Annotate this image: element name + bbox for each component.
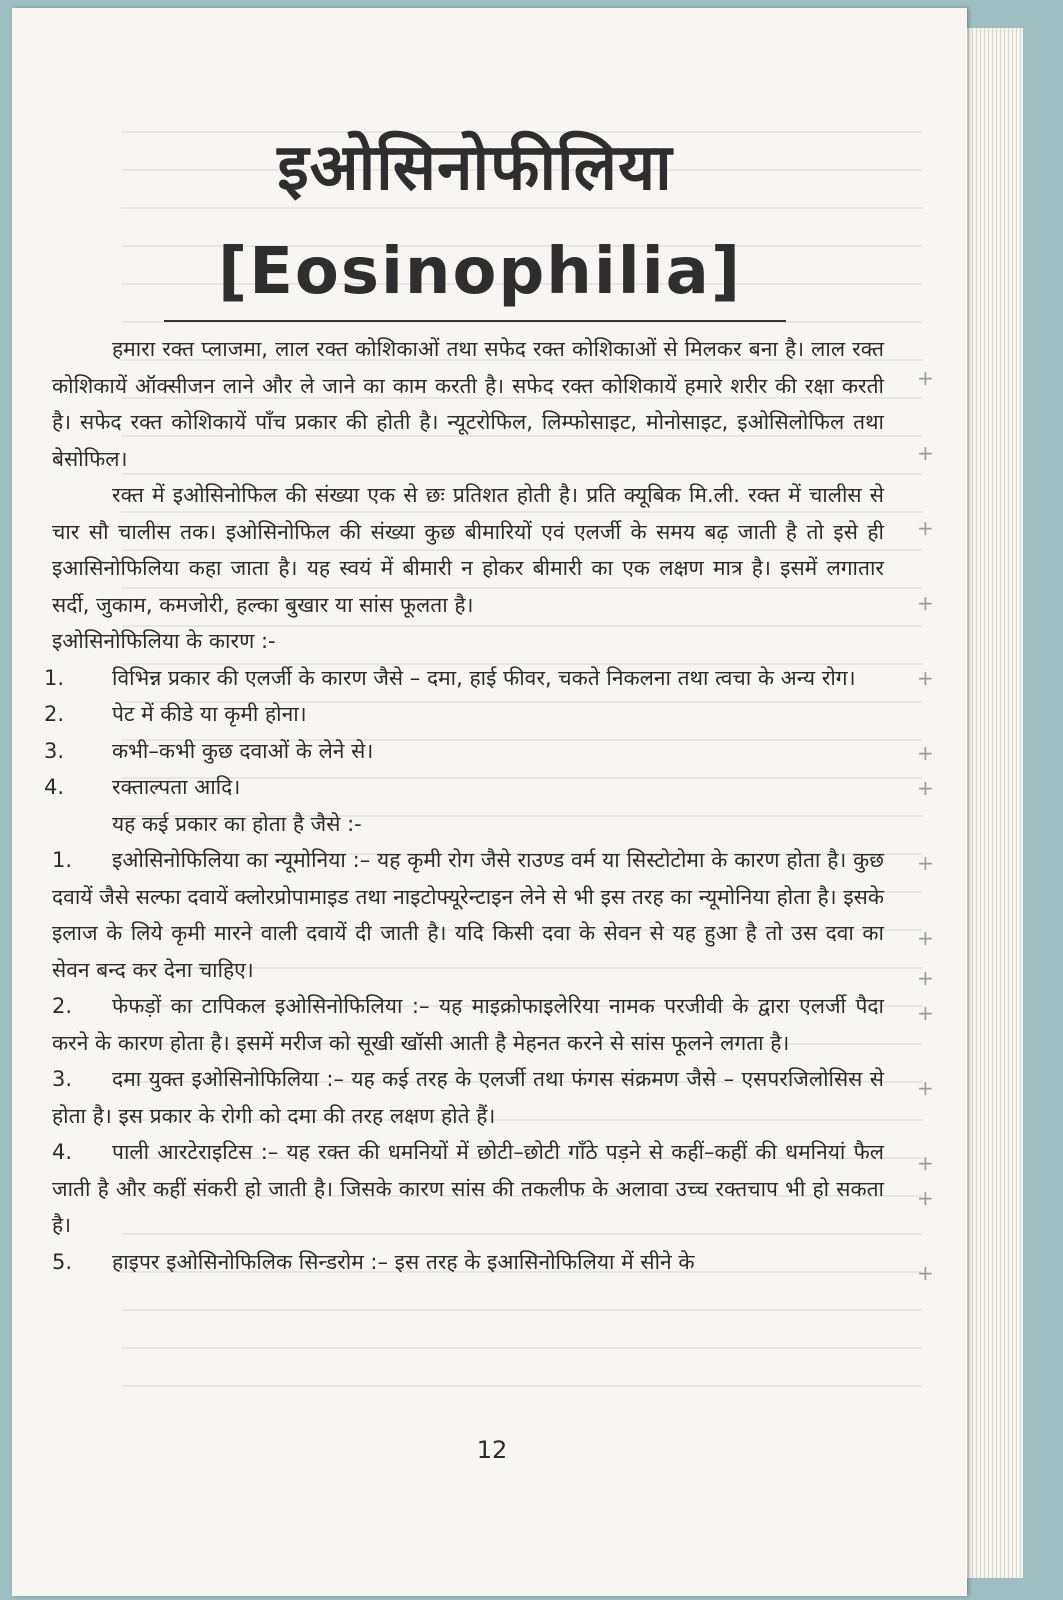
registration-mark: + (917, 1186, 934, 1210)
registration-mark: + (917, 1001, 934, 1025)
item-text: पाली आरटेराइटिस :– यह रक्त की धमनियों में छोटी–छोटी गाँठे पड़ने से कहीं–कहीं की धमनियां फैल जाती है और कहीं संकरी हो जाती है। जिसके कारण सांस की तकलीफ के अलावा उच्च रक्तचाप भी हो सकता है। (52, 1140, 884, 1237)
registration-mark: + (917, 666, 934, 690)
item-text: पेट में कीडे या कृमी होना। (112, 702, 307, 726)
registration-mark: + (917, 441, 934, 465)
item-number: 1. (44, 665, 65, 690)
registration-mark: + (917, 366, 934, 390)
item-text: इओसिनोफिलिया का न्यूमोनिया :– यह कृमी रोग जैसे राउण्ड वर्म या सिस्टोटोमा के कारण होता है। कुछ दवायें जैसे सल्फा दवायें क्लोरप्रोपामाइड तथा नाइटोफ्यूरेन्टाइन लेने से भी इस तरह का न्यूमोनिया होता है। इसके इलाज के लिये कृमी मारने वाली दवायें दी जाती है। यदि किसी दवा के सेवन से यह हुआ है तो उस दवा का सेवन बन्द कर देना चाहिए। (52, 848, 884, 982)
page-number: 12 (476, 1436, 508, 1464)
title-underline (164, 320, 786, 322)
registration-mark: + (917, 851, 934, 875)
item-text: कभी–कभी कुछ दवाओं के लेने से। (112, 738, 374, 763)
item-text: हाइपर इओसिनोफिलिक सिन्डरोम :– इस तरह के इआसिनोफिलिया में सीने के (112, 1249, 695, 1274)
page-title-hindi: इओसिनोफीलिया (277, 131, 673, 205)
registration-mark: + (917, 591, 934, 615)
list-item (44, 660, 884, 697)
list-item (52, 1134, 884, 1244)
page-edges (960, 28, 1023, 1578)
item-text: विभिन्न प्रकार की एलर्जी के कारण जैसे – दमा, हाई फीवर, चकते निकलना तथा त्वचा के अन्य रोग। (112, 665, 856, 690)
registration-mark: + (917, 966, 934, 990)
item-text: दमा युक्त इओसिनोफिलिया :– यह कई तरह के एलर्जी तथा फंगस संक्रमण जैसे – एसपरजिलोसिस से होता है। इस प्रकार के रोगी को दमा की तरह लक्षण होते हैं। (52, 1067, 884, 1128)
book-page (12, 8, 967, 1596)
list-item (44, 696, 884, 733)
intro-paragraph: हमारा रक्त प्लाजमा, लाल रक्त कोशिकाओं तथा सफेद रक्त कोशिकाओं से मिलकर बना है। लाल रक्त कोशिकायें ऑक्सीजन लाने और ले जाने का काम करती है। सफेद रक्त कोशिकायें हमारे शरीर की रक्षा करती है। सफेद रक्त कोशिकायें पाँच प्रकार की होती है। न्यूटरोफिल, लिम्फोसाइट, मोनोसाइट, इओसिलोफिल तथा बेसोफिल। (52, 337, 884, 471)
types-list (52, 842, 884, 1280)
registration-mark: + (917, 741, 934, 765)
registration-mark: + (917, 776, 934, 800)
item-number: 5. (52, 1249, 73, 1274)
item-text: फेफड़ों का टापिकल इओसिनोफिलिया :– यह माइक्रोफाइलेरिया नामक परजीवी के द्वारा एलर्जी पैदा करने के कारण होता है। इसमें मरीज को सूखी खॉसी आती है मेहनत करने से सांस फूलने लगता है। (52, 994, 884, 1055)
item-text: रक्ताल्पता आदि। (112, 775, 241, 799)
item-number: 4. (52, 1140, 73, 1164)
count-paragraph: रक्त में इओसिनोफिल की संख्या एक से छः प्रतिशत होती है। प्रति क्यूबिक मि.ली. रक्त में चालीस से चार सौ चालीस तक। इओसिनोफिल की संख्या कुछ बीमारियों एवं एलर्जी के समय बढ़ जाती है तो इसे ही इआसिनोफिलिया कहा जाता है। यह स्वयं में बीमारी न होकर बीमारी का एक लक्षण मात्र है। इसमें लगातार सर्दी, जुकाम, कमजोरी, हल्का बुखार या सांस फूलता है। (52, 483, 884, 617)
item-number: 4. (44, 775, 65, 799)
causes-list (44, 660, 884, 806)
registration-mark: + (917, 926, 934, 950)
causes-heading: इओसिनोफिलिया के कारण :- (52, 629, 276, 653)
registration-mark: + (917, 1261, 934, 1285)
registration-marks (917, 368, 947, 1308)
list-item (44, 733, 884, 770)
list-item (44, 769, 884, 806)
registration-mark: + (917, 516, 934, 540)
item-number: 2. (44, 702, 65, 726)
types-heading: यह कई प्रकार का होता है जैसे :- (112, 811, 362, 836)
list-item (52, 1244, 884, 1281)
item-number: 1. (52, 848, 73, 872)
list-item (52, 988, 884, 1061)
registration-mark: + (917, 1076, 934, 1100)
item-number: 3. (44, 738, 65, 763)
item-number: 2. (52, 994, 73, 1018)
page-title-english: [Eosinophilia] (217, 235, 743, 309)
list-item (52, 842, 884, 988)
list-item (52, 1061, 884, 1134)
registration-mark: + (917, 1151, 934, 1175)
item-number: 3. (52, 1067, 73, 1091)
article-body (44, 331, 884, 1280)
